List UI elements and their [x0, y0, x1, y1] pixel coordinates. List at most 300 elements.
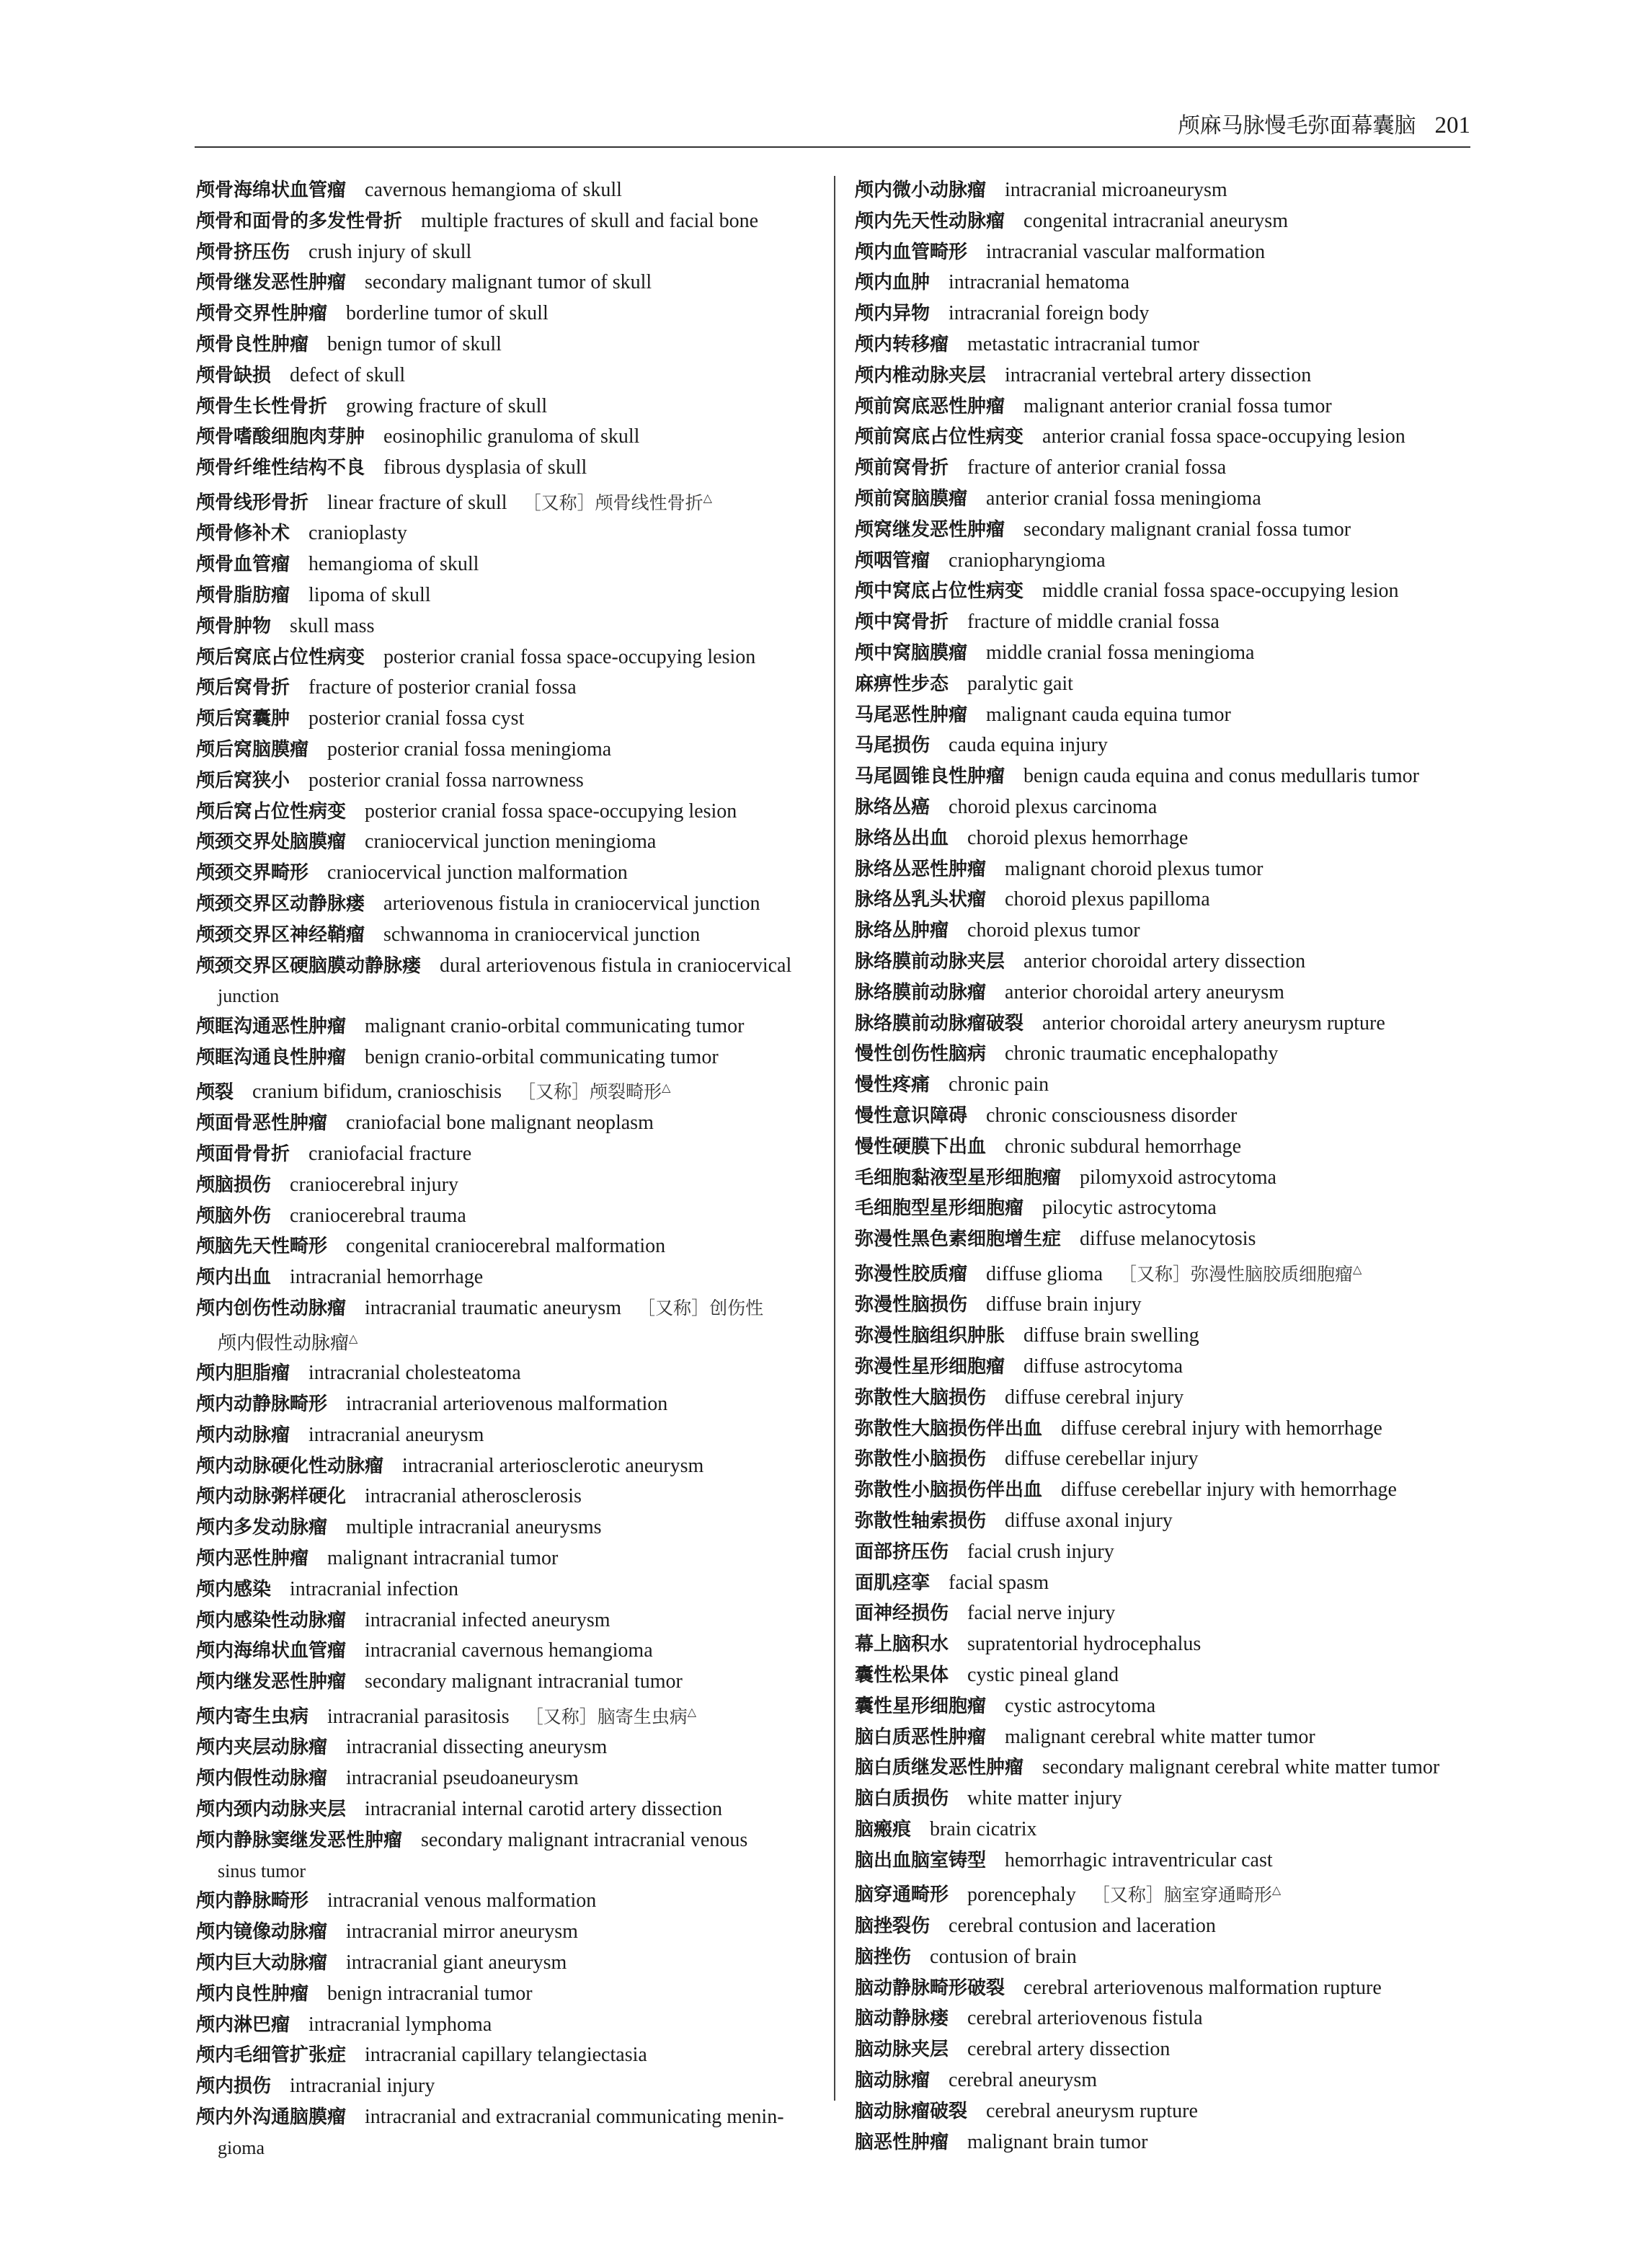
term-english: congenital intracranial aneurysm	[1023, 209, 1288, 232]
glossary-entry	[196, 1917, 816, 1948]
term-chinese: 颅脑损伤	[196, 1174, 272, 1196]
term-english: chronic subdural hemorrhage	[1005, 1135, 1242, 1158]
term-english: middle cranial fossa meningioma	[986, 641, 1255, 664]
term-english: intracranial traumatic aneurysm	[365, 1297, 622, 1319]
term-english: diffuse axonal injury	[1005, 1509, 1173, 1532]
header-rule	[195, 146, 1470, 148]
term-english: craniopharyngioma	[949, 549, 1106, 572]
term-english: craniocerebral trauma	[290, 1204, 466, 1227]
glossary-entry	[855, 1876, 1475, 1910]
term-continuation-text: 颅内假性动脉瘤	[218, 1332, 350, 1354]
glossary-entry	[196, 453, 816, 484]
delta-mark: △	[1353, 1263, 1362, 1276]
glossary-entry	[196, 360, 816, 391]
term-english: malignant choroid plexus tumor	[1005, 857, 1264, 880]
glossary-entry	[196, 1042, 816, 1073]
term-english: malignant cauda equina tumor	[986, 703, 1231, 726]
term-chinese: 脑动脉夹层	[855, 2039, 949, 2061]
term-chinese: 颅骨肿物	[196, 615, 272, 637]
term-chinese: 颅内椎动脉夹层	[855, 364, 987, 386]
term-chinese: 脉络膜前动脉夹层	[855, 950, 1005, 972]
term-english: cerebral arteriovenous fistula	[967, 2007, 1203, 2030]
term-chinese: 颅骨和面骨的多发性骨折	[196, 210, 403, 232]
term-chinese: 颅内镜像动脉瘤	[196, 1921, 328, 1943]
glossary-entry	[855, 484, 1475, 515]
term-english: intracranial arteriosclerotic aneurysm	[402, 1454, 704, 1477]
term-chinese: 弥散性小脑损伤	[855, 1448, 987, 1471]
glossary-entry	[196, 175, 816, 206]
glossary-entry	[196, 1543, 816, 1574]
term-english: secondary malignant cranial fossa tumor	[1023, 518, 1351, 541]
glossary-entry	[196, 329, 816, 360]
glossary-entry	[196, 642, 816, 673]
glossary-entry	[855, 1132, 1475, 1163]
term-chinese: 毛细胞黏液型星形细胞瘤	[855, 1166, 1062, 1189]
term-chinese: 颅骨缺损	[196, 364, 272, 386]
term-english: cerebral aneurysm rupture	[986, 2099, 1198, 2122]
term-english: malignant intracranial tumor	[327, 1547, 559, 1570]
glossary-entry	[855, 298, 1475, 329]
term-chinese: 颅后窝狭小	[196, 769, 290, 792]
glossary-entry	[855, 1224, 1475, 1255]
term-english: craniofacial fracture	[308, 1143, 472, 1166]
term-chinese: 弥漫性脑损伤	[855, 1294, 968, 1316]
glossary-entry	[855, 360, 1475, 391]
term-english: secondary malignant intracranial venous	[421, 1828, 748, 1851]
term-chinese: 颅内静脉窦继发恶性肿瘤	[196, 1829, 403, 1851]
glossary-entry	[196, 673, 816, 704]
term-english: arteriovenous fistula in craniocervical junction	[383, 892, 760, 915]
glossary-entry	[855, 1660, 1475, 1691]
term-english: intracranial cholesteatoma	[308, 1362, 521, 1385]
term-english: chronic consciousness disorder	[986, 1104, 1238, 1127]
delta-mark: △	[1271, 1884, 1282, 1897]
term-english: diffuse melanocytosis	[1080, 1228, 1256, 1251]
term-english: multiple fractures of skull and facial bone	[421, 209, 759, 232]
term-english: fracture of middle cranial fossa	[967, 611, 1220, 634]
term-continuation-text: gioma	[218, 2137, 265, 2158]
glossary-entry	[196, 2010, 816, 2041]
term-chinese: 颅眶沟通恶性肿瘤	[196, 1016, 347, 1038]
term-english: malignant anterior cranial fossa tumor	[1023, 394, 1332, 417]
term-english: hemangioma of skull	[308, 553, 479, 576]
term-english: malignant cerebral white matter tumor	[1005, 1725, 1315, 1748]
term-chinese: 弥漫性胶质瘤	[855, 1263, 968, 1285]
glossary-entry	[855, 854, 1475, 885]
term-alias: ［又称］脑室穿通畸形	[1091, 1884, 1272, 1906]
glossary-entry	[855, 2065, 1475, 2096]
delta-mark: △	[687, 1706, 697, 1719]
glossary-entry	[196, 1451, 816, 1482]
term-english: intracranial and extracranial communicating menin-	[365, 2106, 784, 2129]
glossary-entry	[855, 885, 1475, 916]
term-english: intracranial lymphoma	[308, 2013, 492, 2036]
glossary-entry	[196, 237, 816, 268]
term-english: diffuse cerebellar injury	[1005, 1448, 1199, 1471]
term-chinese: 慢性意识障碍	[855, 1104, 968, 1127]
term-english: schwannoma in craniocervical junction	[383, 923, 701, 946]
glossary-entry	[196, 827, 816, 858]
glossary-entry	[855, 267, 1475, 298]
term-english: malignant cranio-orbital communicating tumor	[365, 1015, 745, 1038]
term-english: intracranial infection	[290, 1577, 459, 1600]
term-chinese: 面神经损伤	[855, 1603, 949, 1625]
term-chinese: 颅窝继发恶性肿瘤	[855, 518, 1005, 541]
term-chinese: 颅中窝骨折	[855, 611, 949, 634]
term-english: craniofacial bone malignant neoplasm	[346, 1112, 654, 1135]
term-english: supratentorial hydrocephalus	[967, 1633, 1202, 1656]
term-english: porencephaly	[967, 1884, 1076, 1907]
term-chinese: 颅脑先天性畸形	[196, 1236, 328, 1258]
term-english: intracranial vascular malformation	[986, 240, 1266, 263]
term-english: craniocervical junction malformation	[327, 861, 628, 885]
glossary-entry	[855, 1629, 1475, 1660]
term-english: intracranial cavernous hemangioma	[365, 1639, 653, 1662]
term-english: diffuse brain injury	[986, 1293, 1142, 1316]
term-english: facial spasm	[949, 1571, 1049, 1594]
glossary-entry	[196, 1979, 816, 2010]
term-chinese: 颅骨纤维性结构不良	[196, 457, 365, 479]
glossary-entry	[855, 1568, 1475, 1599]
glossary-entry	[855, 206, 1475, 237]
term-chinese: 颅骨挤压伤	[196, 241, 290, 263]
term-chinese: 脑白质继发恶性肿瘤	[855, 1757, 1024, 1779]
term-english: intracranial hemorrhage	[290, 1266, 484, 1289]
glossary-entry	[196, 1262, 816, 1293]
term-chinese: 脉络膜前动脉瘤	[855, 981, 987, 1003]
term-english: intracranial venous malformation	[327, 1889, 597, 1912]
term-english: middle cranial fossa space-occupying lesion	[1042, 580, 1399, 603]
glossary-entry	[855, 947, 1475, 978]
term-chinese: 颅内动脉硬化性动脉瘤	[196, 1455, 384, 1477]
term-chinese: 脑挫伤	[855, 1946, 912, 1968]
term-english: pilocytic astrocytoma	[1042, 1197, 1217, 1220]
term-chinese: 颅骨继发恶性肿瘤	[196, 272, 347, 294]
glossary-entry	[196, 1667, 816, 1698]
term-english: secondary malignant intracranial tumor	[365, 1670, 683, 1693]
glossary-entry	[855, 453, 1475, 484]
term-continuation	[196, 1324, 816, 1358]
glossary-entry	[855, 1383, 1475, 1414]
term-chinese: 颅内恶性肿瘤	[196, 1548, 309, 1570]
glossary-entry	[196, 951, 816, 1012]
term-english: contusion of brain	[930, 1945, 1077, 1968]
glossary-entry	[196, 2040, 816, 2071]
term-english: anterior choroidal artery aneurysm rupture	[1042, 1011, 1385, 1034]
term-alias: ［又称］脑寄生虫病	[525, 1706, 688, 1727]
glossary-entry	[196, 1698, 816, 1732]
term-english: benign cranio-orbital communicating tumor	[365, 1045, 719, 1068]
glossary-entry	[196, 1358, 816, 1389]
term-chinese: 颅颈交界区神经鞘瘤	[196, 923, 365, 946]
glossary-entry	[196, 1605, 816, 1636]
term-chinese: 颅骨良性肿瘤	[196, 333, 309, 355]
term-english: anterior cranial fossa space-occupying lesion	[1042, 425, 1405, 448]
glossary-entry	[855, 1845, 1475, 1876]
term-chinese: 颅裂	[196, 1081, 234, 1104]
term-chinese: 脉络丛恶性肿瘤	[855, 858, 987, 880]
glossary-entry	[855, 1321, 1475, 1352]
term-chinese: 颅内夹层动脉瘤	[196, 1737, 328, 1759]
term-chinese: 颅骨生长性骨折	[196, 395, 328, 417]
glossary-entry	[196, 1574, 816, 1605]
glossary-entry	[855, 1444, 1475, 1475]
term-chinese: 脑白质恶性肿瘤	[855, 1726, 987, 1748]
term-chinese: 慢性疼痛	[855, 1074, 931, 1096]
term-chinese: 颅颈交界区硬脑膜动静脉瘘	[196, 954, 422, 977]
term-chinese: 颅内海绵状血管瘤	[196, 1640, 347, 1662]
glossary-entry	[196, 1170, 816, 1201]
glossary-entry	[855, 823, 1475, 854]
term-english: choroid plexus tumor	[967, 919, 1140, 942]
term-chinese: 颅内假性动脉瘤	[196, 1768, 328, 1790]
term-english: cerebral arteriovenous malformation rupture	[1023, 1976, 1382, 1999]
term-chinese: 颅颈交界区动静脉瘘	[196, 892, 365, 915]
term-chinese: 颅后窝囊肿	[196, 708, 290, 730]
term-chinese: 颅前窝底占位性病变	[855, 426, 1024, 448]
glossary-entry	[855, 576, 1475, 607]
term-chinese: 颅后窝脑膜瘤	[196, 739, 309, 761]
term-continuation-text: junction	[218, 985, 280, 1007]
term-chinese: 颅后窝骨折	[196, 677, 290, 699]
term-english: crush injury of skull	[308, 240, 472, 263]
term-english: diffuse cerebral injury	[1005, 1386, 1184, 1409]
term-english: craniocerebral injury	[290, 1173, 458, 1196]
term-chinese: 脉络丛癌	[855, 796, 931, 818]
glossary-entry	[855, 391, 1475, 422]
term-english: posterior cranial fossa meningioma	[327, 738, 612, 761]
term-english: white matter injury	[967, 1787, 1122, 1810]
term-english: intracranial arteriovenous malformation	[346, 1393, 668, 1416]
term-chinese: 马尾损伤	[855, 735, 931, 757]
term-chinese: 颅骨嗜酸细胞肉芽肿	[196, 426, 365, 448]
term-english: fibrous dysplasia of skull	[383, 456, 587, 479]
term-chinese: 颅内动脉瘤	[196, 1424, 290, 1446]
glossary-entry	[196, 1763, 816, 1794]
term-english: diffuse brain swelling	[1023, 1324, 1199, 1347]
term-chinese: 颅内巨大动脉瘤	[196, 1952, 328, 1974]
term-chinese: 颅眶沟通良性肿瘤	[196, 1046, 347, 1068]
term-english: choroid plexus hemorrhage	[967, 826, 1189, 849]
term-chinese: 颅内损伤	[196, 2075, 272, 2098]
glossary-entry	[855, 730, 1475, 761]
running-header	[195, 107, 1470, 144]
term-chinese: 弥散性小脑损伤伴出血	[855, 1479, 1043, 1502]
term-alias: ［又称］创伤性	[637, 1298, 764, 1318]
left-column	[196, 175, 816, 2163]
term-continuation-text: sinus tumor	[218, 1860, 306, 1881]
glossary-entry	[196, 1073, 816, 1108]
term-english: cystic astrocytoma	[1005, 1694, 1156, 1717]
term-english: fracture of anterior cranial fossa	[967, 456, 1227, 479]
glossary-entry	[196, 1732, 816, 1763]
term-english: dural arteriovenous fistula in craniocervical	[440, 954, 792, 977]
term-chinese: 脑动脉瘤	[855, 2069, 931, 2091]
glossary-entry	[855, 2003, 1475, 2034]
term-english: cystic pineal gland	[967, 1663, 1119, 1686]
term-chinese: 脑出血脑室铸型	[855, 1849, 987, 1871]
delta-mark: △	[662, 1081, 671, 1094]
term-chinese: 脑瘢痕	[855, 1818, 912, 1840]
term-english: brain cicatrix	[930, 1817, 1037, 1840]
glossary-entry	[855, 2034, 1475, 2065]
glossary-entry	[855, 1070, 1475, 1101]
glossary-entry	[196, 1636, 816, 1667]
term-english: multiple intracranial aneurysms	[346, 1516, 602, 1539]
glossary-entry	[196, 920, 816, 951]
term-english: facial crush injury	[967, 1540, 1114, 1563]
term-chinese: 颅内胆脂瘤	[196, 1362, 290, 1385]
term-chinese: 脉络丛出血	[855, 827, 949, 849]
term-chinese: 颅内颈内动脉夹层	[196, 1799, 347, 1821]
term-continuation	[196, 981, 816, 1011]
term-english: benign tumor of skull	[327, 332, 502, 355]
term-english: diffuse glioma	[986, 1262, 1103, 1285]
term-english: congenital craniocerebral malformation	[346, 1235, 666, 1258]
term-english: diffuse cerebellar injury with hemorrhage	[1061, 1479, 1397, 1502]
term-chinese: 脑动静脉畸形破裂	[855, 1977, 1005, 1999]
term-chinese: 颅骨修补术	[196, 523, 290, 545]
term-chinese: 脉络膜前动脉瘤破裂	[855, 1012, 1024, 1034]
term-english: paralytic gait	[967, 672, 1073, 695]
glossary-entry	[855, 175, 1475, 206]
term-chinese: 颅内血管畸形	[855, 241, 968, 263]
glossary-entry	[855, 1506, 1475, 1537]
term-english: cerebral artery dissection	[967, 2038, 1171, 2061]
term-english: fracture of posterior cranial fossa	[308, 676, 577, 699]
term-chinese: 颅前窝底恶性肿瘤	[855, 395, 1005, 417]
term-english: eosinophilic granuloma of skull	[383, 425, 640, 448]
term-chinese: 颅骨脂肪瘤	[196, 585, 290, 607]
term-english: intracranial mirror aneurysm	[346, 1920, 578, 1943]
glossary-entry	[196, 1011, 816, 1042]
term-english: choroid plexus carcinoma	[949, 795, 1158, 818]
glossary-entry	[196, 1293, 816, 1358]
glossary-entry	[855, 1193, 1475, 1224]
term-chinese: 脑穿通畸形	[855, 1884, 949, 1907]
glossary-entry	[196, 549, 816, 580]
term-chinese: 颅内异物	[855, 303, 931, 325]
term-continuation	[196, 1856, 816, 1887]
term-english: intracranial pseudoaneurysm	[346, 1767, 579, 1790]
term-chinese: 弥漫性黑色素细胞增生症	[855, 1228, 1062, 1251]
glossary-entry	[855, 1039, 1475, 1070]
term-alias: ［又称］颅骨线性骨折	[523, 492, 703, 513]
term-chinese: 弥散性大脑损伤	[855, 1386, 987, 1409]
term-chinese: 颅内先天性动脉瘤	[855, 210, 1005, 232]
glossary-entry	[855, 515, 1475, 546]
term-chinese: 脑白质损伤	[855, 1788, 949, 1810]
glossary-entry	[855, 237, 1475, 268]
term-english: cavernous hemangioma of skull	[365, 179, 622, 201]
glossary-entry	[196, 206, 816, 237]
term-english: linear fracture of skull	[327, 491, 507, 514]
glossary-entry	[196, 858, 816, 889]
term-english: cranioplasty	[308, 522, 407, 545]
term-chinese: 颅内良性肿瘤	[196, 1982, 309, 2005]
term-chinese: 颅内出血	[196, 1267, 272, 1289]
term-english: skull mass	[290, 614, 375, 637]
term-chinese: 弥散性大脑损伤伴出血	[855, 1417, 1043, 1440]
term-english: cerebral aneurysm	[949, 2068, 1098, 2091]
term-english: anterior cranial fossa meningioma	[986, 487, 1261, 510]
term-english: craniocervical junction meningioma	[365, 830, 657, 854]
term-chinese: 颅内转移瘤	[855, 333, 949, 355]
term-english: intracranial capillary telangiectasia	[365, 2044, 647, 2067]
term-chinese: 颅内微小动脉瘤	[855, 179, 987, 201]
term-english: metastatic intracranial tumor	[967, 332, 1199, 355]
right-column	[855, 175, 1475, 2158]
glossary-entry	[855, 1814, 1475, 1845]
term-english: posterior cranial fossa cyst	[308, 707, 525, 730]
term-chinese: 面部挤压伤	[855, 1541, 949, 1563]
term-english: pilomyxoid astrocytoma	[1080, 1166, 1276, 1189]
glossary-entry	[855, 1942, 1475, 1973]
glossary-entry	[855, 422, 1475, 453]
term-english: intracranial injury	[290, 2075, 435, 2098]
term-english: hemorrhagic intraventricular cast	[1005, 1848, 1273, 1871]
term-english: intracranial vertebral artery dissection	[1005, 363, 1312, 386]
term-english: growing fracture of skull	[346, 394, 548, 417]
term-chinese: 脉络丛乳头状瘤	[855, 889, 987, 911]
term-chinese: 颅内创伤性动脉瘤	[196, 1298, 347, 1319]
term-chinese: 颅面骨恶性肿瘤	[196, 1112, 328, 1135]
term-chinese: 囊性星形细胞瘤	[855, 1695, 987, 1717]
term-chinese: 颅中窝脑膜瘤	[855, 642, 968, 664]
term-english: lipoma of skull	[308, 584, 431, 607]
term-chinese: 颅骨线形骨折	[196, 492, 309, 514]
term-english: choroid plexus papilloma	[1005, 888, 1210, 911]
header-title: 颅麻马脉慢毛弥面幕囊脑	[1178, 113, 1416, 138]
term-chinese: 颅骨海绵状血管瘤	[196, 179, 347, 201]
term-english: benign cauda equina and conus medullaris tumor	[1023, 765, 1419, 788]
glossary-entry	[196, 1512, 816, 1543]
term-chinese: 脑动脉瘤破裂	[855, 2100, 968, 2122]
term-english: intracranial hematoma	[949, 271, 1130, 294]
glossary-entry	[196, 797, 816, 828]
term-english: intracranial internal carotid artery dissection	[365, 1798, 723, 1821]
glossary-entry	[855, 1691, 1475, 1722]
term-chinese: 颅前窝脑膜瘤	[855, 487, 968, 510]
glossary-entry	[855, 1475, 1475, 1506]
glossary-entry	[855, 1009, 1475, 1040]
term-chinese: 颅前窝骨折	[855, 457, 949, 479]
glossary-entry	[855, 1163, 1475, 1194]
glossary-entry	[855, 792, 1475, 823]
glossary-entry	[196, 580, 816, 611]
glossary-entry	[196, 1481, 816, 1512]
glossary-entry	[196, 1389, 816, 1420]
term-english: diffuse cerebral injury with hemorrhage	[1061, 1417, 1382, 1440]
glossary-entry	[855, 1783, 1475, 1814]
term-alias: ［又称］颅裂畸形	[518, 1081, 662, 1103]
delta-mark: △	[703, 492, 712, 505]
glossary-entry	[196, 1139, 816, 1170]
glossary-entry	[855, 1911, 1475, 1942]
term-chinese: 颅颈交界处脑膜瘤	[196, 831, 347, 854]
term-chinese: 颅中窝底占位性病变	[855, 580, 1024, 603]
delta-mark: △	[349, 1332, 358, 1345]
term-chinese: 马尾圆锥良性肿瘤	[855, 766, 1005, 788]
term-english: cauda equina injury	[949, 734, 1108, 757]
term-english: chronic traumatic encephalopathy	[1005, 1042, 1279, 1065]
term-chinese: 颅内淋巴瘤	[196, 2013, 290, 2036]
term-english: borderline tumor of skull	[346, 302, 549, 325]
glossary-entry	[855, 1598, 1475, 1629]
term-chinese: 囊性松果体	[855, 1664, 949, 1686]
term-english: diffuse astrocytoma	[1023, 1355, 1184, 1378]
glossary-entry	[855, 2127, 1475, 2158]
